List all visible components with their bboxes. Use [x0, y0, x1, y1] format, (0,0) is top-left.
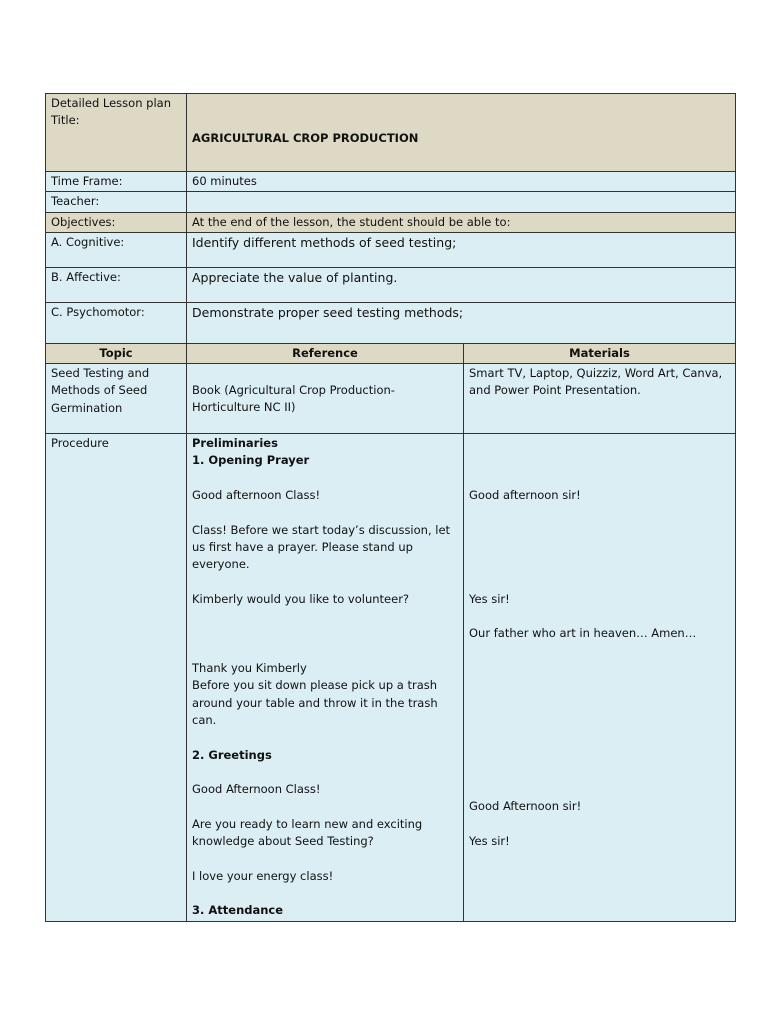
cognitive-value: Identify different methods of seed testing;: [187, 232, 736, 267]
time-frame-label: Time Frame:: [46, 172, 187, 192]
teacher-procedure: [187, 434, 464, 921]
cognitive-label: A. Cognitive:: [46, 232, 187, 267]
student-procedure: [464, 434, 736, 921]
student-yes-2: Yes sir!: [469, 834, 510, 849]
teacher-energy: I love your energy class!: [192, 868, 334, 883]
teacher-prayer-intro: Class! Before we start today’s discussion, let us first have a prayer. Please stand up everyone.: [192, 522, 454, 572]
time-frame-value: 60 minutes: [187, 172, 736, 192]
teacher-label: Teacher:: [46, 192, 187, 212]
student-greeting: Good afternoon sir!: [469, 488, 581, 503]
psychomotor-label: C. Psychomotor:: [46, 302, 187, 343]
opening-prayer-heading: 1. Opening Prayer: [192, 453, 310, 468]
topic-value: Seed Testing and Methods of Seed Germination: [46, 364, 187, 434]
materials-value: Smart TV, Laptop, Quizziz, Word Art, Canva, and Power Point Presentation.: [464, 364, 736, 434]
teacher-thanks: Thank you Kimberly: [192, 661, 307, 676]
teacher-greeting: Good afternoon Class!: [192, 488, 321, 503]
teacher-greeting-2: Good Afternoon Class!: [192, 782, 321, 797]
title-label: Detailed Lesson plan Title:: [46, 94, 187, 172]
teacher-value: [187, 192, 736, 212]
objectives-value: At the end of the lesson, the student should be able to:: [187, 212, 736, 232]
lesson-title: AGRICULTURAL CROP PRODUCTION: [187, 94, 736, 172]
student-yes: Yes sir!: [469, 591, 510, 606]
topic-header: Topic: [46, 343, 187, 363]
student-greeting-2: Good Afternoon sir!: [469, 799, 582, 814]
affective-value: Appreciate the value of planting.: [187, 267, 736, 302]
preliminaries-heading: Preliminaries: [192, 436, 278, 451]
attendance-heading: 3. Attendance: [192, 903, 284, 918]
lesson-plan-table: [45, 93, 736, 922]
affective-label: B. Affective:: [46, 267, 187, 302]
teacher-ready: Are you ready to learn new and exciting knowledge about Seed Testing?: [192, 816, 426, 849]
materials-header: Materials: [464, 343, 736, 363]
procedure-label: Procedure: [46, 434, 187, 921]
teacher-volunteer: Kimberly would you like to volunteer?: [192, 591, 410, 606]
reference-value: Book (Agricultural Crop Production- Horticulture NC II): [187, 364, 464, 434]
psychomotor-value: Demonstrate proper seed testing methods;: [187, 302, 736, 343]
teacher-trash: Before you sit down please pick up a trash around your table and throw it in the trash can.: [192, 678, 442, 727]
objectives-label: Objectives:: [46, 212, 187, 232]
greetings-heading: 2. Greetings: [192, 747, 272, 762]
reference-header: Reference: [187, 343, 464, 363]
student-prayer: Our father who art in heaven… Amen…: [469, 626, 697, 641]
